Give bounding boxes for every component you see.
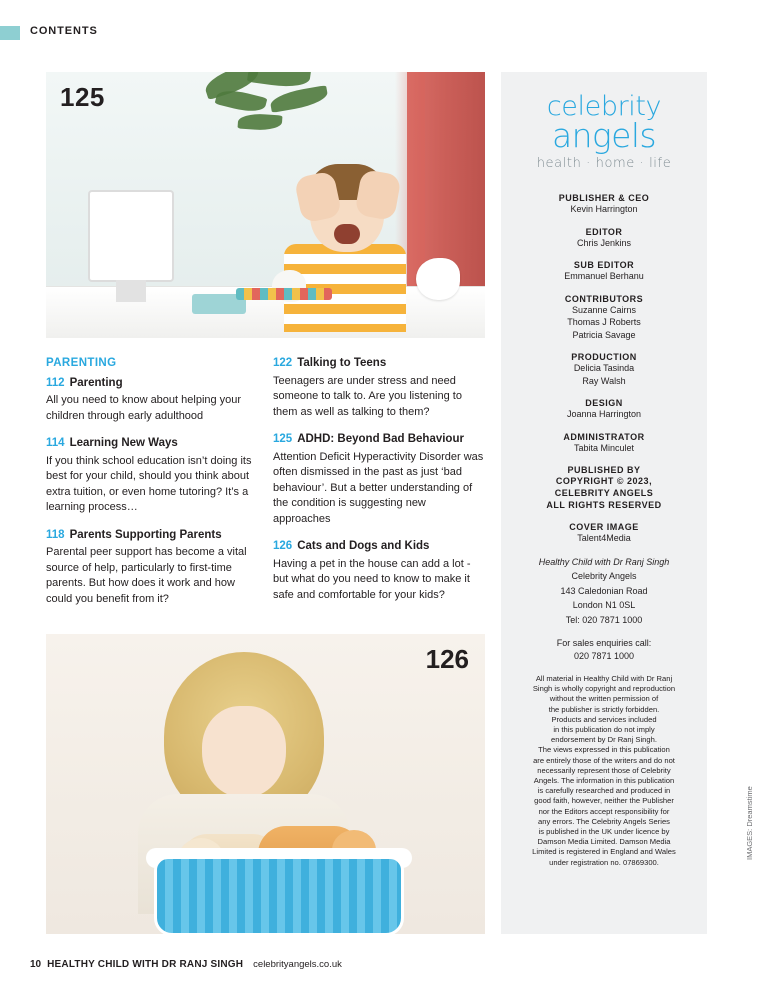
smallprint-line: is carefully researched and produced in xyxy=(537,786,671,796)
contents-entry-description: Parental peer support has become a vital source of help, particularly to first-time parents. But how does it work and how could you benefit from it? xyxy=(46,546,247,605)
smallprint-line: in this publication do not imply xyxy=(553,725,655,735)
smallprint-line: Damson Media Limited. Damson Media xyxy=(537,837,671,847)
cover-image-credit: Talent4Media xyxy=(577,533,631,543)
contents-entry-number: 125 xyxy=(273,433,293,445)
masthead-block-published-by xyxy=(501,465,707,511)
contents-entry[interactable] xyxy=(273,356,485,420)
contents-entry-description: If you think school education isn’t doing its best for your child, should you think about extra tuition, or even home tutoring? It’s a learning process… xyxy=(46,454,252,513)
contents-entry-number: 126 xyxy=(273,540,293,552)
photo-monitor xyxy=(88,190,174,282)
masthead-role: PUBLISHER & CEO xyxy=(558,193,650,203)
smallprint-line: without the written permission of xyxy=(549,694,659,704)
contents-entry-title: Parents Supporting Parents xyxy=(69,528,222,541)
contents-entry[interactable] xyxy=(46,528,252,608)
contents-entry-number: 122 xyxy=(273,357,293,369)
masthead-block-cover-image xyxy=(501,522,707,545)
contents-entry-number: 114 xyxy=(46,437,65,449)
copyright-line: COPYRIGHT © 2023, xyxy=(555,476,653,486)
masthead-role: EDITOR xyxy=(585,226,623,237)
publication-title: Healthy Child with Dr Ranj Singh xyxy=(538,556,670,567)
sales-enquiries xyxy=(501,637,707,662)
masthead-credits xyxy=(501,193,707,868)
smallprint-line: necessarily represent those of Celebrity xyxy=(537,765,671,775)
masthead-block-design xyxy=(501,398,707,421)
masthead-role: DESIGN xyxy=(585,398,623,408)
page-title: CONTENTS xyxy=(30,25,98,37)
copyright-line: CELEBRITY ANGELS xyxy=(554,488,654,498)
masthead-block-editor xyxy=(501,227,707,250)
contents-entry-title: Talking to Teens xyxy=(297,357,387,369)
photo-basket xyxy=(154,856,404,934)
smallprint-line: good faith, however, neither the Publisher xyxy=(534,796,674,806)
smallprint-line: Singh is wholly copyright and reproduction xyxy=(532,684,676,694)
footer-page-number: 10 xyxy=(30,959,42,970)
smallprint-line: All material in Healthy Child with Dr Ranj xyxy=(535,674,673,683)
masthead-block-administrator xyxy=(501,432,707,455)
contents-column-left xyxy=(46,356,252,619)
smallprint-line: The views expressed in this publication xyxy=(538,745,670,755)
contents-entry-number: 112 xyxy=(46,376,65,389)
contents-entry-title: ADHD: Beyond Bad Behaviour xyxy=(297,433,464,445)
contents-entry-head xyxy=(273,539,485,555)
contents-entry[interactable] xyxy=(273,432,485,527)
publication-address-line: Celebrity Angels xyxy=(571,571,637,581)
masthead-name: Delicia Tasinda xyxy=(573,363,635,373)
photo-adhd xyxy=(46,72,485,338)
sales-label: For sales enquiries call: xyxy=(556,638,652,648)
photo-girl-face xyxy=(202,706,286,798)
masthead-name: Patricia Savage xyxy=(572,329,636,340)
masthead-name: Kevin Harrington xyxy=(570,204,638,214)
contents-entry-head xyxy=(273,356,485,372)
smallprint-line: Products and services included xyxy=(551,714,657,724)
masthead-name: Joanna Harrington xyxy=(566,409,642,419)
masthead-role: PRODUCTION xyxy=(571,352,637,362)
logo-line-celebrity: celebrity xyxy=(546,91,662,122)
contents-column-right xyxy=(273,356,485,615)
logo-tagline: health · home · life xyxy=(536,156,672,171)
photo-paper-ball-1 xyxy=(416,258,460,300)
photo-child-mouth xyxy=(334,224,360,244)
contents-entry-number: 118 xyxy=(46,528,65,541)
smallprint-line: are entirely those of the writers and do not xyxy=(533,755,675,765)
publication-phone: Tel: 020 7871 1000 xyxy=(565,614,643,625)
smallprint-line: under registration no. 07869300. xyxy=(549,857,659,867)
contents-entry[interactable] xyxy=(273,539,485,603)
smallprint-line: Angels. The information in this publication xyxy=(533,776,675,786)
contents-entry[interactable] xyxy=(46,436,252,516)
image-credit: IMAGES: Dreamstime xyxy=(745,786,754,860)
photo-page-number-bottom: 126 xyxy=(425,644,469,674)
smallprint-line: the publisher is strictly forbidden. xyxy=(548,704,660,714)
contents-entry-head xyxy=(273,432,485,448)
masthead-block-publication xyxy=(501,556,707,627)
masthead-role: CONTRIBUTORS xyxy=(564,293,644,304)
page-footer xyxy=(30,959,342,970)
contents-entry-head xyxy=(46,376,252,392)
masthead-sidebar xyxy=(501,72,707,934)
copyright-line: ALL RIGHTS RESERVED xyxy=(546,500,662,510)
publication-address-line: 143 Caledonian Road xyxy=(560,585,648,596)
masthead-role: PUBLISHED BY xyxy=(567,465,641,475)
contents-entry-description: Attention Deficit Hyperactivity Disorder was often dismissed in the past as just ‘bad behaviour’. But a better understanding of the condition is suggesting new approaches xyxy=(273,450,484,525)
contents-entry-head xyxy=(46,528,252,544)
footer-website: celebrityangels.co.uk xyxy=(253,959,342,970)
photo-monitor-stand xyxy=(116,280,146,302)
photo-pets xyxy=(46,634,485,934)
smallprint-line: endorsement by Dr Ranj Singh. xyxy=(551,735,657,745)
contents-entry-title: Cats and Dogs and Kids xyxy=(297,540,430,552)
masthead-role: COVER IMAGE xyxy=(569,522,639,532)
contents-entry[interactable] xyxy=(46,376,252,425)
smallprint-line: nor the Editors accept responsibility for xyxy=(538,806,670,816)
celebrity-angels-logo xyxy=(501,72,707,171)
masthead-name: Emmanuel Berhanu xyxy=(564,271,644,281)
contents-entry-description: All you need to know about helping your children through early adulthood xyxy=(46,394,242,422)
section-label-parenting: PARENTING xyxy=(46,357,117,369)
masthead-name: Chris Jenkins xyxy=(576,237,632,248)
photo-page-number-top: 125 xyxy=(60,82,105,112)
smallprint-line: Limited is registered in England and Wales xyxy=(532,847,676,857)
smallprint-line: any errors. The Celebrity Angels Series xyxy=(538,816,670,826)
legal-smallprint xyxy=(501,674,707,868)
masthead-name: Thomas J Roberts xyxy=(567,317,641,327)
masthead-name: Tabita Minculet xyxy=(573,442,635,453)
masthead-block-publisher xyxy=(501,193,707,216)
masthead-block-contributors xyxy=(501,294,707,342)
masthead-name: Suzanne Cairns xyxy=(571,304,637,315)
masthead-role: ADMINISTRATOR xyxy=(563,431,645,442)
smallprint-line: is published in the UK under licence by xyxy=(538,827,670,837)
masthead-role: SUB EDITOR xyxy=(573,260,635,270)
page-header xyxy=(0,26,769,44)
logo-line-angels: angels xyxy=(551,116,656,155)
contents-entry-title: Learning New Ways xyxy=(69,437,178,449)
header-accent-bar xyxy=(0,26,20,40)
contents-entry-description: Teenagers are under stress and need someone to talk to. Are you listening to them as well as talking to them? xyxy=(273,374,462,418)
masthead-block-sub-editor xyxy=(501,260,707,283)
footer-publication-title: HEALTHY CHILD WITH DR RANJ SINGH xyxy=(47,959,244,970)
contents-entry-description: Having a pet in the house can add a lot - but what do you need to know to make it safe and comfortable for your kids? xyxy=(273,557,471,601)
contents-entry-head xyxy=(46,436,252,452)
contents-entry-title: Parenting xyxy=(69,376,123,389)
photo-pencils xyxy=(236,288,332,300)
masthead-name: Ray Walsh xyxy=(582,375,626,386)
publication-address-line: London N1 0SL xyxy=(572,600,636,610)
sales-phone: 020 7871 1000 xyxy=(573,650,635,661)
masthead-block-production xyxy=(501,352,707,387)
